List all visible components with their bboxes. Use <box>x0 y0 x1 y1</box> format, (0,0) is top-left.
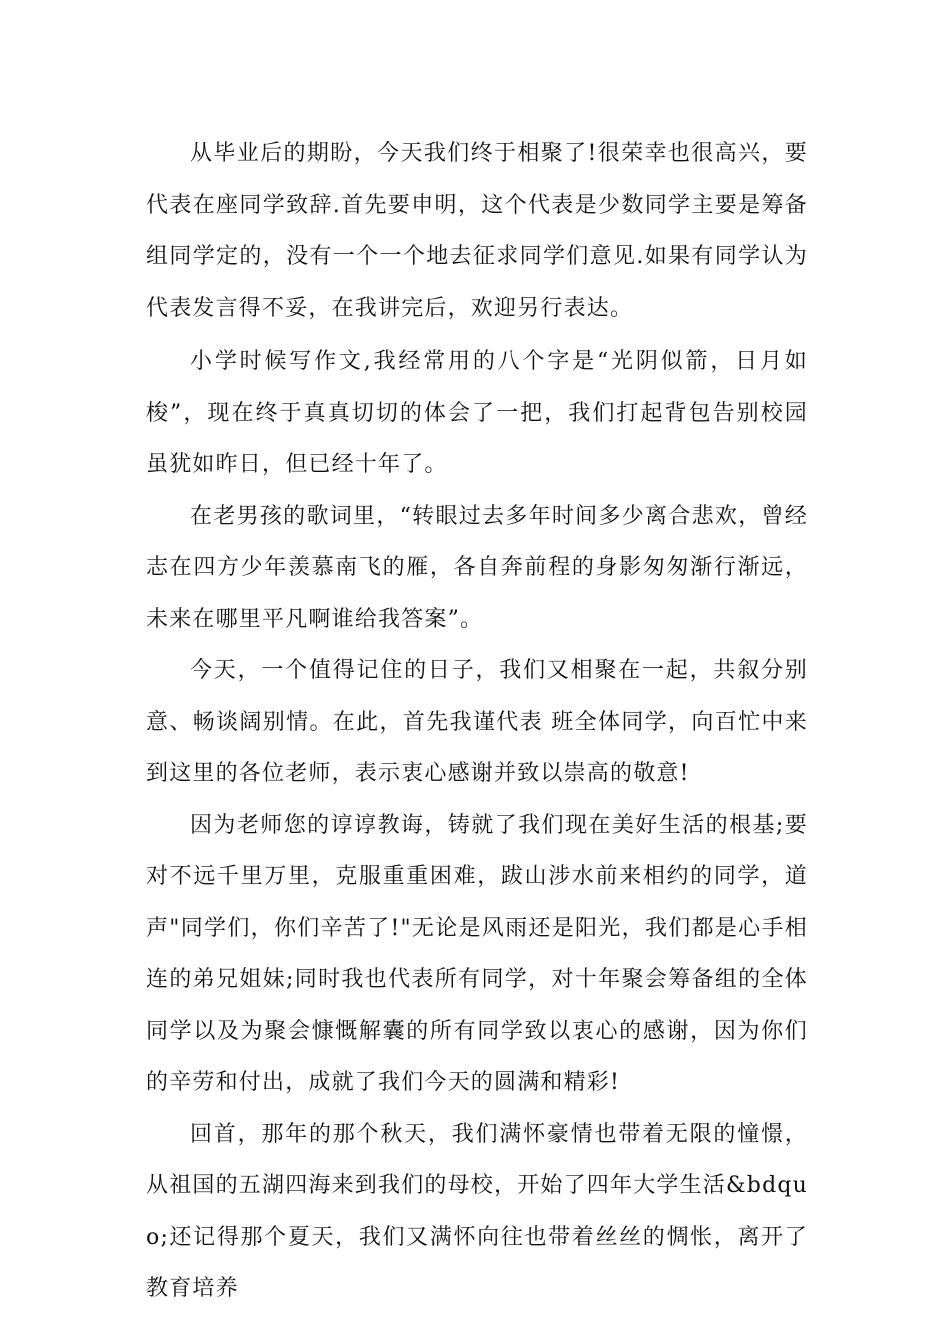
paragraph-5: 因为老师您的谆谆教诲，铸就了我们现在美好生活的根基;要对不远千里万里，克服重重困难，跋山涉水前来相约的同学，道声"同学们，你们辛苦了!"无论是风雨还是阳光，我们都是心手相连的弟兄姐妹;同时我也代表所有同学，对十年聚会筹备组的全体同学以及为聚会慷慨解囊的所有同学致以衷心的感谢，因为你们的辛劳和付出，成就了我们今天的圆满和精彩! <box>146 812 808 1095</box>
paragraph-4: 今天，一个值得记住的日子，我们又相聚在一起，共叙分别意、畅谈阔别情。在此，首先我谨代表 班全体同学，向百忙中来到这里的各位老师，表示衷心感谢并致以崇高的敬意! <box>146 658 808 786</box>
paragraph-2: 小学时候写作文,我经常用的八个字是“光阴似箭，日月如梭”，现在终于真真切切的体会了一把，我们打起背包告别校园虽犹如昨日，但已经十年了。 <box>146 349 808 477</box>
paragraph-3: 在老男孩的歌词里，“转眼过去多年时间多少离合悲欢，曾经志在四方少年羡慕南飞的雁，各自奔前程的身影匆匆渐行渐远，未来在哪里平凡啊谁给我答案”。 <box>146 503 808 632</box>
paragraph-6: 回首，那年的那个秋天，我们满怀豪情也带着无限的憧憬，从祖国的五湖四海来到我们的母校，开始了四年大学生活&bdquo;还记得那个夏天，我们又满怀向往也带着丝丝的惆怅，离开了教育培养 <box>146 1121 809 1301</box>
paragraph-1: 从毕业后的期盼，今天我们终于相聚了!很荣幸也很高兴，要代表在座同学致辞.首先要申明，这个代表是少数同学主要是筹备组同学定的，没有一个一个地去征求同学们意见.如果有同学认为代表发言得不妥，在我讲完后，欢迎另行表达。 <box>146 141 808 321</box>
document-body <box>146 128 808 1315</box>
